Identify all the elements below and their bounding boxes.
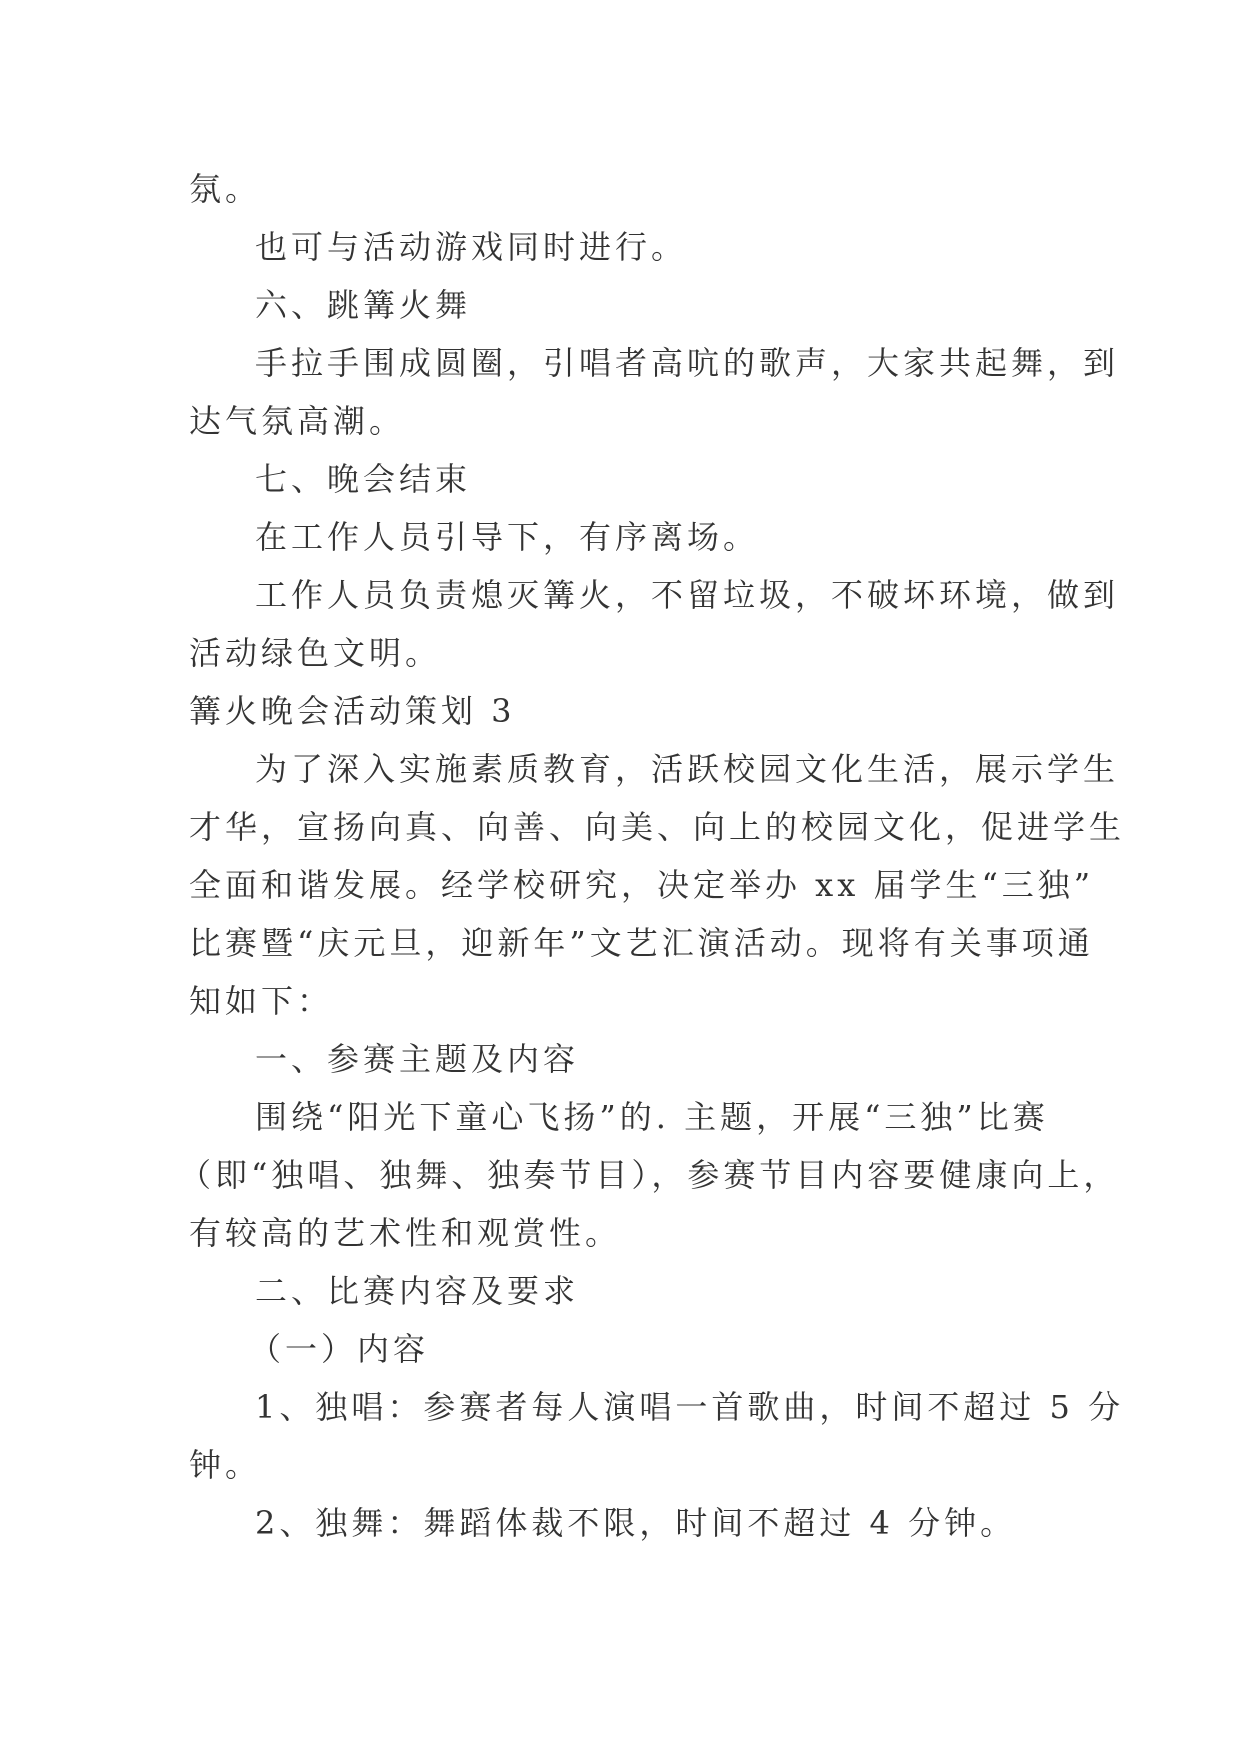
subsection-heading: （一）内容 xyxy=(249,1330,430,1368)
paragraph-line: 在工作人员引导下，有序离场。 xyxy=(255,518,760,556)
paragraph-line: （即“独唱、独舞、独奏节目），参赛节目内容要健康向上， xyxy=(179,1156,1120,1194)
paragraph-line: 比赛暨“庆元旦，迎新年”文艺汇演活动。现将有关事项通 xyxy=(189,924,1094,962)
paragraph-line: 为了深入实施素质教育，活跃校园文化生活，展示学生 xyxy=(255,750,1120,788)
paragraph-line: 2、独舞：舞蹈体裁不限，时间不超过 4 分钟。 xyxy=(255,1504,1017,1542)
section-heading: 二、比赛内容及要求 xyxy=(255,1272,580,1310)
paragraph-line: 手拉手围成圆圈，引唱者高吭的歌声，大家共起舞，到 xyxy=(255,344,1120,382)
paragraph-line: 达气氛高潮。 xyxy=(189,402,406,440)
paragraph-line: 有较高的艺术性和观赏性。 xyxy=(189,1214,622,1252)
section-heading: 七、晚会结束 xyxy=(255,460,472,498)
paragraph-line: 知如下： xyxy=(189,982,334,1020)
paragraph-line: 才华，宣扬向真、向善、向美、向上的校园文化，促进学生 xyxy=(189,808,1126,846)
paragraph-line: 氛。 xyxy=(189,170,262,208)
section-heading: 一、参赛主题及内容 xyxy=(255,1040,580,1078)
document-title: 篝火晚会活动策划 3 xyxy=(189,692,516,730)
paragraph-line: 围绕“阳光下童心飞扬”的. 主题，开展“三独”比赛 xyxy=(255,1098,1049,1136)
paragraph-line: 钟。 xyxy=(189,1446,262,1484)
paragraph-line: 也可与活动游戏同时进行。 xyxy=(255,228,688,266)
document-body xyxy=(179,160,1126,1552)
paragraph-line: 全面和谐发展。经学校研究，决定举办 xx 届学生“三独” xyxy=(189,866,1095,904)
paragraph-line: 1、独唱：参赛者每人演唱一首歌曲，时间不超过 5 分 xyxy=(255,1388,1125,1426)
paragraph-line: 工作人员负责熄灭篝火，不留垃圾，不破坏环境，做到 xyxy=(255,576,1120,614)
paragraph-line: 活动绿色文明。 xyxy=(189,634,442,672)
section-heading: 六、跳篝火舞 xyxy=(255,286,472,324)
